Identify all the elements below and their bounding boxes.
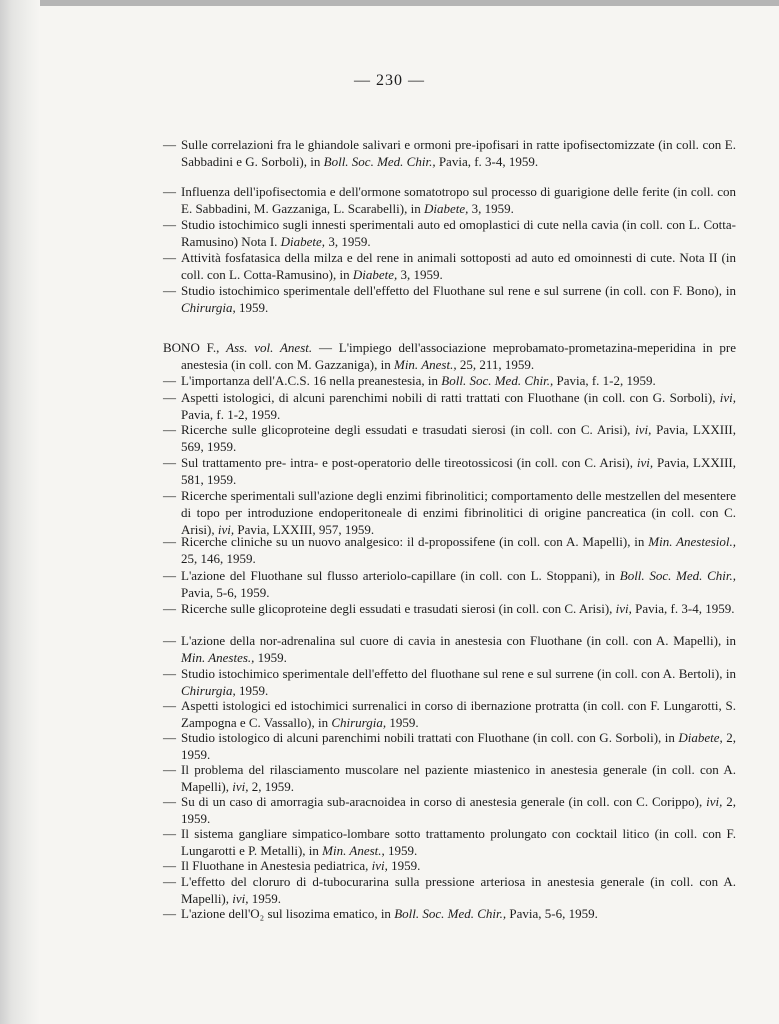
bibliography-entry: — Attività fosfatasica della milza e del rene in animali sottoposti ad auto ed omoinnesti di cute. Nota II (in coll. con L. Cotta-Ramusino), in Diabete, 3, 1959.	[163, 250, 736, 282]
bibliography-entry: — Ricerche cliniche su un nuovo analgesico: il d-propossifene (in coll. con A. Mapelli), in Min. Anestesiol., 25, 146, 1959.	[163, 534, 737, 566]
page-number: — 230 —	[354, 72, 425, 89]
bibliography-entry: — Aspetti istologici ed istochimici surrenalici in corso di ibernazione protratta (in coll. con F. Lungarotti, S. Zampogna e C. Vassallo), in Chirurgia, 1959.	[163, 698, 736, 730]
bibliography-entry: — L'importanza dell'A.C.S. 16 nella preanestesia, in Boll. Soc. Med. Chir., Pavia, f. 1-2, 1959.	[163, 373, 656, 388]
bibliography-entry: — Influenza dell'ipofisectomia e dell'ormone somatotropo sul processo di guarigione delle ferite (in coll. con E. Sabbadini, M. Gazzaniga, L. Scarabelli), in Diabete, 3, 1959.	[163, 184, 736, 216]
bibliography-entry: — Il Fluothane in Anestesia pediatrica, ivi, 1959.	[163, 858, 421, 873]
scan-binding-edge	[0, 0, 40, 1024]
bibliography-entry: — L'azione della nor-adrenalina sul cuore di cavia in anestesia con Fluothane (in coll. con A. Mapelli), in Min. Anestes., 1959.	[163, 633, 736, 665]
bibliography-entry: — Studio istochimico sperimentale dell'effetto del Fluothane sul rene e sul surrene (in coll. con F. Bono), in Chirurgia, 1959.	[163, 283, 736, 315]
bibliography-entry: — Ricerche sulle glicoproteine degli essudati e trasudati sierosi (in coll. con C. Arisi), ivi, Pavia, LXXIII, 569, 1959.	[163, 422, 736, 454]
bibliography-entry: — Studio istochimico sperimentale dell'effetto del fluothane sul rene e sul surrene (in coll. con A. Bertoli), in Chirurgia, 1959.	[163, 666, 736, 698]
bibliography-entry: — Aspetti istologici, di alcuni parenchimi nobili di ratti trattati con Fluothane (in coll. con G. Sorboli), ivi, Pavia, f. 1-2, 1959.	[163, 390, 736, 422]
bibliography-entry: — L'azione del Fluothane sul flusso arteriolo-capillare (in coll. con L. Stoppani), in Boll. Soc. Med. Chir., Pavia, 5-6, 1959.	[163, 568, 737, 600]
bibliography-entry: — Su di un caso di amorragia sub-aracnoidea in corso di anestesia generale (in coll. con C. Corippo), ivi, 2, 1959.	[163, 794, 736, 826]
scan-top-edge	[0, 0, 779, 6]
bibliography-entry: — Ricerche sperimentali sull'azione degli enzimi fibrinolitici; comportamento delle mestzellen del mesentere di topo per introduzione endoperitoneale di enzimi fibrinolitici di origine pancreatica (in coll. con C. Arisi), ivi, Pavia, LXXIII, 957, 1959.	[163, 488, 736, 537]
author-entry: BONO F., Ass. vol. Anest. — L'impiego dell'associazione meprobamato-prometazina-meperidina in pre anestesia (in coll. con M. Gazzaniga), in Min. Anest., 25, 211, 1959.	[163, 340, 736, 372]
bibliography-entry: — Ricerche sulle glicoproteine degli essudati e trasudati sierosi (in coll. con C. Arisi), ivi, Pavia, f. 3-4, 1959.	[163, 601, 735, 616]
bibliography-entry: — Il problema del rilasciamento muscolare nel paziente miastenico in anestesia generale (in coll. con A. Mapelli), ivi, 2, 1959.	[163, 762, 736, 794]
bibliography-entry: — Sul trattamento pre- intra- e post-operatorio delle tireotossicosi (in coll. con C. Arisi), ivi, Pavia, LXXIII, 581, 1959.	[163, 455, 736, 487]
bibliography-entry: — Studio istologico di alcuni parenchimi nobili trattati con Fluothane (in coll. con G. Sorboli), in Diabete, 2, 1959.	[163, 730, 736, 762]
bibliography-entry: — L'azione dell'O₂ sul lisozima ematico, in Boll. Soc. Med. Chir., Pavia, 5-6, 1959.	[163, 906, 598, 921]
bibliography-entry: — Sulle correlazioni fra le ghiandole salivari e ormoni pre-ipofisari in ratte ipofisectomizzate (in coll. con E. Sabbadini e G. Sorboli), in Boll. Soc. Med. Chir., Pavia, f. 3-4, 1959.	[163, 137, 736, 169]
bibliography-entry: — L'effetto del cloruro di d-tubocurarina sulla pressione arteriosa in anestesia generale (in coll. con A. Mapelli), ivi, 1959.	[163, 874, 736, 906]
bibliography-entry: — Il sistema gangliare simpatico-lombare sotto trattamento prolungato con cocktail litico (in coll. con F. Lungarotti e P. Metalli), in Min. Anest., 1959.	[163, 826, 736, 858]
bibliography-entry: — Studio istochimico sugli innesti sperimentali auto ed omoplastici di cute nella cavia (in coll. con L. Cotta-Ramusino) Nota I. Diabete, 3, 1959.	[163, 217, 736, 249]
